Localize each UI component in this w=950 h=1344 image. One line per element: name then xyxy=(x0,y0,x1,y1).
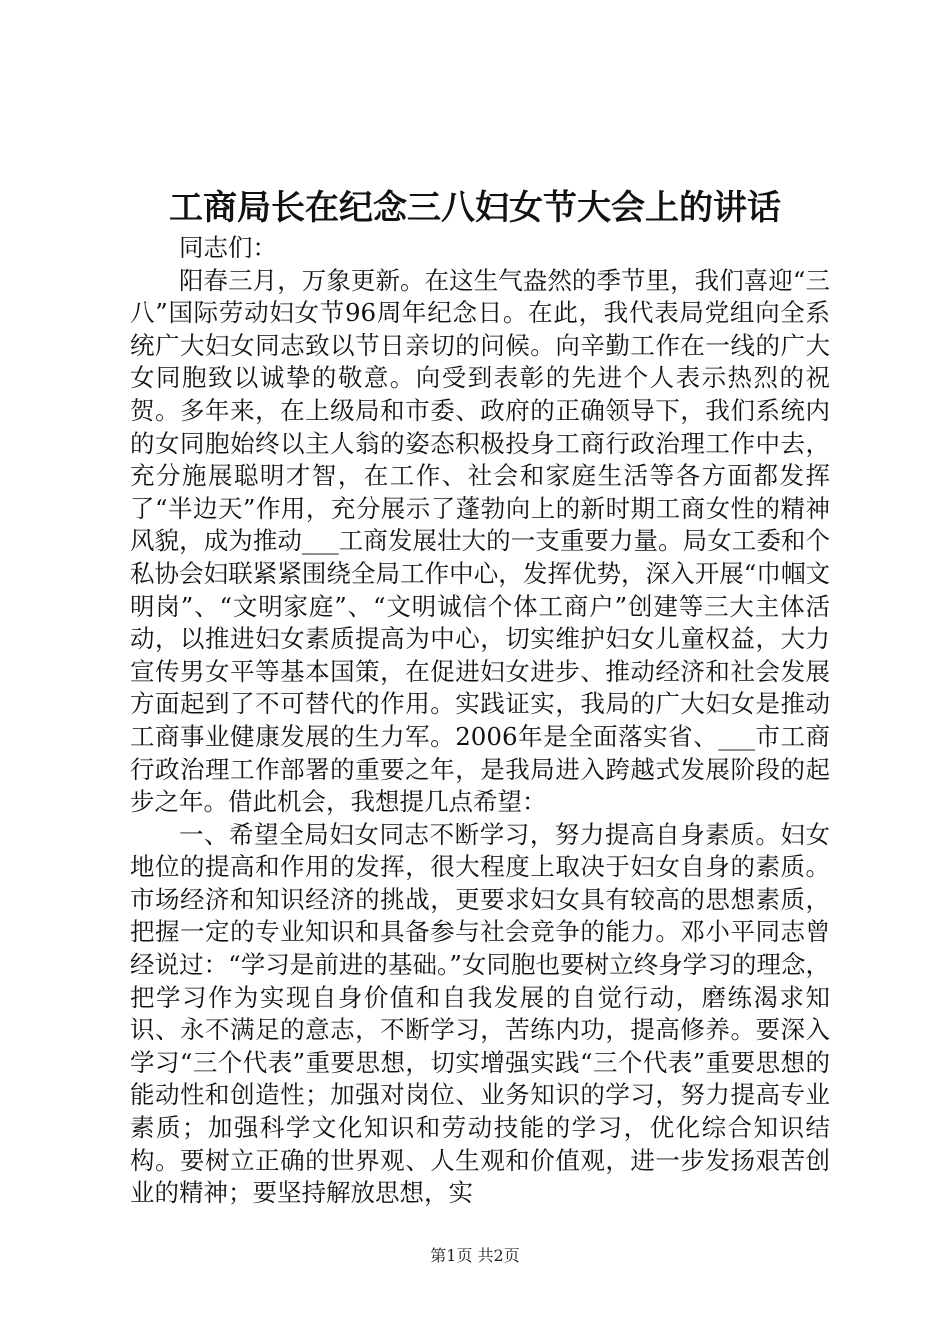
paragraph-opening: 阳春三月，万象更新。在这生气盎然的季节里，我们喜迎“三八”国际劳动妇女节96周年纪念日。在此，我代表局党组向全系统广大妇女同志致以节日亲切的问候。向辛勤工作在一线的广大女同胞致以诚挚的敬意。向受到表彰的先进个人表示热烈的祝贺。多年来，在上级局和市委、政府的正确领导下，我们系统内的女同胞始终以主人翁的姿态积极投身工商行政治理工作中去，充分施展聪明才智，在工作、社会和家庭生活等各方面都发挥了“半边天”作用，充分展示了蓬勃向上的新时期工商女性的精神风貌，成为推动___工商发展壮大的一支重要力量。局女工委和个私协会妇联紧紧围绕全局工作中心，发挥优势，深入开展“巾帼文明岗”、“文明家庭”、“文明诚信个体工商户”创建等三大主体活动，以推进妇女素质提高为中心，切实维护妇女儿童权益，大力宣传男女平等基本国策，在促进妇女进步、推动经济和社会发展方面起到了不可替代的作用。实践证实，我局的广大妇女是推动工商事业健康发展的生力军。2006年是全面落实省、___市工商行政治理工作部署的重要之年，是我局进入跨越式发展阶段的起步之年。借此机会，我想提几点希望： xyxy=(130,265,830,817)
page-footer: 第1页 共2页 xyxy=(430,1246,520,1265)
salutation: 同志们： xyxy=(179,233,277,262)
paragraph-hope-one: 一、希望全局妇女同志不断学习，努力提高自身素质。妇女地位的提高和作用的发挥，很大程度上取决于妇女自身的素质。市场经济和知识经济的挑战，更要求妇女具有较高的思想素质，把握一定的专业知识和具备参与社会竞争的能力。邓小平同志曾经说过：“学习是前进的基础。”女同胞也要树立终身学习的理念，把学习作为实现自身价值和自我发展的自觉行动，磨练渴求知识、永不满足的意志，不断学习，苦练内功，提高修养。要深入学习“三个代表”重要思想，切实增强实践“三个代表”重要思想的能动性和创造性；加强对岗位、业务知识的学习，努力提高专业素质；加强科学文化知识和劳动技能的学习，优化综合知识结构。要树立正确的世界观、人生观和价值观，进一步发扬艰苦创业的精神；要坚持解放思想，实 xyxy=(130,819,830,1208)
document-title: 工商局长在纪念三八妇女节大会上的讲话 xyxy=(169,188,781,228)
document-body xyxy=(130,232,830,1210)
